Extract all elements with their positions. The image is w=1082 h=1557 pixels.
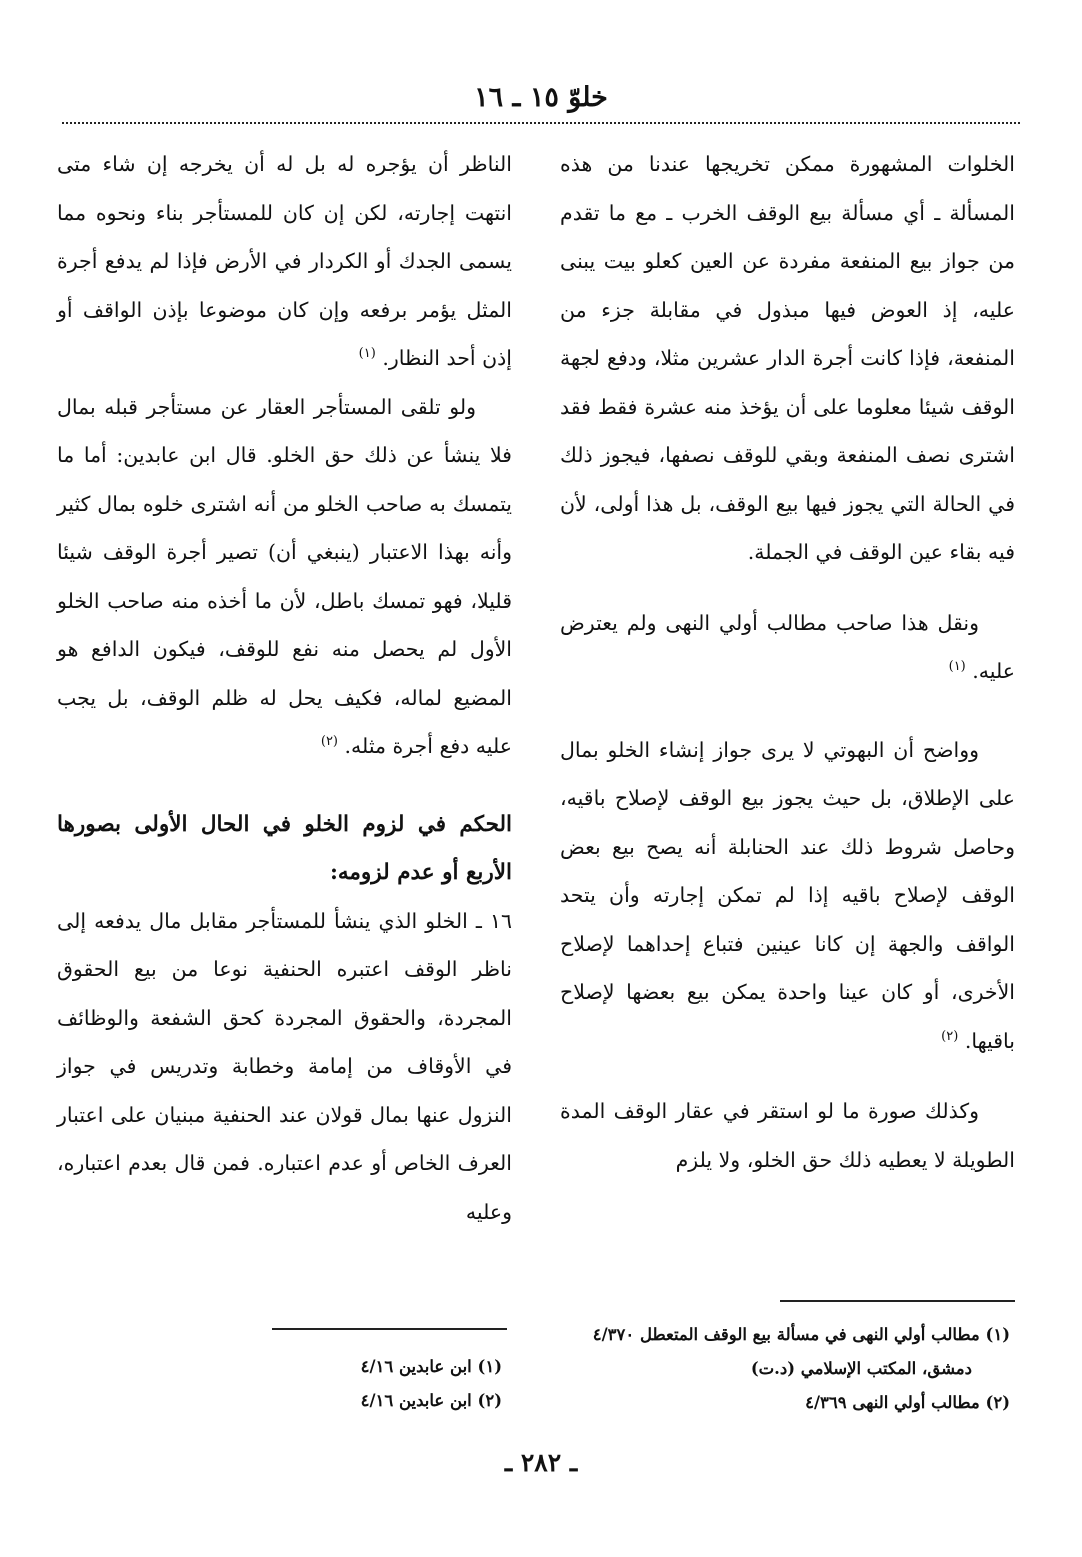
left-paragraph-1 (57, 140, 512, 383)
right-paragraph-3-text: وواضح أن البهوتي لا يرى جواز إنشاء الخلو بمال على الإطلاق، بل حيث يجوز بيع الوقف لإصلاح باقيه، وحاصل شروط ذلك عند الحنابلة أنه يصح بيع بعض الوقف لإصلاح باقيه إذا لم تمكن إجارته وأن يتحد الواقف والجهة إن كانا عينين فتباع إحداهما لإصلاح الأخرى، أو كان عينا واحدة يمكن بيع بعضها لإصلاح باقيها. (560, 737, 1015, 1053)
footnote-2: (٢) مطالب أولي النهى ٤/٣٦٩ (805, 1393, 1010, 1412)
right-paragraph-1: الخلوات المشهورة ممكن تخريجها عندنا من هذه المسألة ـ أي مسألة بيع الوقف الخرب ـ مع ما تقدم من جواز بيع المنفعة مفردة عن العين كعلو بيت يبنى عليه، إذ العوض فيها مبذول في مقابلة جزء من المنفعة، فإذا كانت أجرة الدار عشرين مثلا، ودفع لجهة الوقف شيئا معلوما على أن يؤخذ منه عشرة فقط فقد اشترى نصف المنفعة وبقي للوقف نصفها، فيجوز ذلك في الحالة التي يجوز فيها بيع الوقف، بل هذا أولى، لأن فيه بقاء عين الوقف في الجملة. (560, 152, 1015, 564)
paragraph-gap (560, 1065, 1015, 1087)
footnote-ref-1: (١) (948, 659, 966, 675)
left-paragraph-3: ١٦ ـ الخلو الذي ينشأ للمستأجر مقابل مال يدفعه إلى ناظر الوقف اعتبره الحنفية نوعا من بيع الحقوق المجردة، والحقوق المجردة كحق الشفعة والوظائف في الأوقاف من إمامة وخطابة وتدريس في جواز النزول عنها بمال قولان عند الحنفية مبنيان على اعتبار العرف الخاص أو عدم اعتباره. فمن قال بعدم اعتباره، وعليه (57, 908, 512, 1224)
running-head: خلوّ ١٥ ـ ١٦ (474, 82, 608, 113)
paragraph-gap (560, 577, 1015, 599)
footnote-ref-2: (٢) (941, 1028, 959, 1044)
right-footnote-rule (780, 1300, 1015, 1302)
footnote-1: (١) ابن عابدين ٤/١٦ (360, 1357, 502, 1376)
right-paragraph-2 (560, 599, 1015, 696)
left-paragraph-2 (57, 383, 512, 771)
footnote-1: (١) مطالب أولي النهى في مسألة بيع الوقف المتعطل ٤/٣٧٠ (592, 1325, 1010, 1344)
footnote-1-continuation: دمشق، المكتب الإسلامي (د.ت) (750, 1359, 972, 1378)
footnote-ref-1: (١) (358, 346, 376, 362)
footnote-2: (٢) ابن عابدين ٤/١٦ (360, 1391, 502, 1410)
left-paragraph-1-text: الناظر أن يؤجره له بل له أن يخرجه إن شاء متى انتهت إجارته، لكن إن كان للمستأجر بناء ونحوه مما يسمى الجدك أو الكردار في الأرض فإذا لم يدفع أجرة المثل يؤمر برفعه وإن كان موضوعا بإذن الواقف أو إذن أحد النظار. (57, 152, 512, 370)
page-number: ـ ٢٨٢ ـ (504, 1448, 578, 1477)
left-column (57, 140, 512, 1430)
left-paragraph-2-text: ولو تلقى المستأجر العقار عن مستأجر قبله بمال فلا ينشأ عن ذلك حق الخلو. قال ابن عابدين: أما ما يتمسك به صاحب الخلو من أنه اشترى خلوه بمال كثير وأنه بهذا الاعتبار (ينبغي أن) تصير أجرة الوقف شيئا قليلا، فهو تمسك باطل، لأن ما أخذه منه صاحب الخلو الأول لم يحصل منه نفع للوقف، فيكون الدافع هو المضيع لماله، فكيف يحل له ظلم الوقف، بل يجب عليه دفع أجرة مثله. (57, 394, 512, 758)
paragraph-gap (57, 771, 512, 801)
paragraph-gap (560, 696, 1015, 726)
right-paragraph-2-text: ونقل هذا صاحب مطالب أولي النهى ولم يعترض عليه. (560, 610, 1015, 683)
header-dotted-rule (62, 122, 1020, 124)
right-column (560, 140, 1015, 1430)
footnote-ref-2: (٢) (320, 734, 338, 750)
right-paragraph-4: وكذلك صورة ما لو استقر في عقار الوقف المدة الطويلة لا يعطيه ذلك حق الخلو، ولا يلزم (560, 1099, 1015, 1172)
right-footnotes (593, 1318, 1010, 1420)
left-footnotes (361, 1350, 502, 1418)
left-footnote-rule (272, 1328, 507, 1330)
section-heading: الحكم في لزوم الخلو في الحال الأولى بصورها الأربع أو عدم لزومه: (57, 811, 512, 885)
right-paragraph-3 (560, 726, 1015, 1066)
